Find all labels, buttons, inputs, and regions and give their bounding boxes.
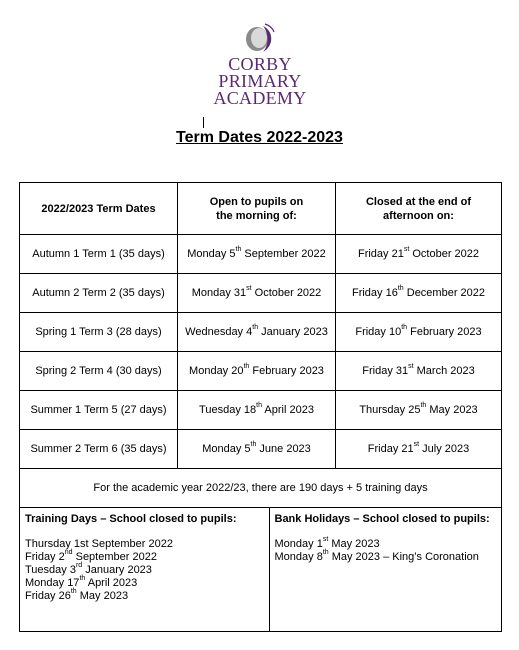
close-date: Friday 31st March 2023 — [362, 363, 475, 377]
academic-year-note-row — [20, 469, 502, 508]
open-date: Monday 20th February 2023 — [189, 363, 324, 377]
page-title: Term Dates 2022-2023 — [176, 129, 343, 146]
open-date-cell — [178, 391, 336, 430]
list-item: Friday 26th May 2023 — [25, 588, 129, 602]
logo-text-line-3: ACADEMY — [213, 88, 307, 108]
academic-year-note-cell — [20, 469, 502, 508]
logo-text-line-1: CORBY — [228, 54, 292, 74]
open-date-cell — [178, 352, 336, 391]
term-name: Summer 1 Term 5 (27 days) — [30, 404, 167, 416]
list-item: Monday 8th May 2023 – King’s Coronation — [274, 549, 479, 563]
term-name-cell — [20, 352, 178, 391]
term-name-cell — [20, 235, 178, 274]
academic-year-note: For the academic year 2022/23, there are 190 days + 5 training days — [93, 482, 428, 494]
list-item: Thursday 1st September 2022 — [25, 538, 173, 550]
close-date-cell — [336, 235, 502, 274]
close-date-cell — [336, 352, 502, 391]
open-date: Wednesday 4th January 2023 — [185, 324, 328, 338]
bank-holidays-panel — [269, 508, 501, 631]
open-date-cell — [178, 313, 336, 352]
close-date: Friday 21st July 2023 — [367, 441, 470, 455]
term-name-cell — [20, 391, 178, 430]
term-name-cell — [20, 313, 178, 352]
open-date: Monday 31st October 2022 — [191, 285, 322, 299]
open-date: Tuesday 18th April 2023 — [199, 402, 314, 416]
list-item: Monday 17th April 2023 — [25, 575, 138, 589]
header-open-line-1: Open to pupils on — [209, 195, 304, 208]
header-term-dates-text: 2022/2023 Term Dates — [41, 202, 156, 215]
text-cursor — [203, 117, 204, 128]
table-row — [20, 430, 502, 469]
term-name: Autumn 2 Term 2 (35 days) — [32, 287, 165, 299]
term-name: Summer 2 Term 6 (35 days) — [30, 443, 167, 455]
table-header-row — [20, 183, 502, 235]
header-term-dates — [20, 183, 178, 235]
term-name: Autumn 1 Term 1 (35 days) — [32, 248, 165, 260]
training-days-heading: Training Days – School closed to pupils: — [25, 513, 237, 525]
close-date-cell — [336, 391, 502, 430]
close-date-cell — [336, 313, 502, 352]
open-date: Monday 5th September 2022 — [187, 246, 326, 260]
open-date-cell — [178, 430, 336, 469]
list-item: Tuesday 3rd January 2023 — [25, 562, 152, 576]
table-row — [20, 274, 502, 313]
header-open-line-2: the morning of: — [216, 209, 297, 222]
school-crest-icon — [243, 22, 277, 56]
closures-cell — [20, 508, 502, 632]
term-name-cell — [20, 430, 178, 469]
term-dates-table — [19, 182, 502, 632]
term-name-cell — [20, 274, 178, 313]
closures-row — [20, 508, 502, 632]
table-row — [20, 313, 502, 352]
training-days-panel — [20, 508, 269, 631]
school-logo — [210, 22, 310, 107]
close-date: Friday 10th February 2023 — [355, 324, 482, 338]
list-item: Monday 1st May 2023 — [274, 536, 380, 550]
close-date-cell — [336, 430, 502, 469]
close-date-cell — [336, 274, 502, 313]
bank-holidays-heading: Bank Holidays – School closed to pupils: — [274, 513, 490, 525]
term-name: Spring 1 Term 3 (28 days) — [35, 326, 162, 338]
close-date: Thursday 25th May 2023 — [359, 402, 478, 416]
open-date-cell — [178, 235, 336, 274]
open-date-cell — [178, 274, 336, 313]
list-item: Friday 2nd September 2022 — [25, 549, 157, 563]
table-row — [20, 352, 502, 391]
closures-table — [20, 508, 501, 631]
logo-text-line-2: PRIMARY — [218, 71, 302, 91]
table-row — [20, 391, 502, 430]
header-closed-line-2: afternoon on: — [383, 209, 454, 222]
open-date: Monday 5th June 2023 — [202, 441, 311, 455]
header-closed — [336, 183, 502, 235]
header-open — [178, 183, 336, 235]
close-date: Friday 21st October 2022 — [357, 246, 480, 260]
close-date: Friday 16th December 2022 — [351, 285, 486, 299]
table-row — [20, 235, 502, 274]
term-name: Spring 2 Term 4 (30 days) — [35, 365, 162, 377]
header-closed-line-1: Closed at the end of — [365, 195, 472, 208]
